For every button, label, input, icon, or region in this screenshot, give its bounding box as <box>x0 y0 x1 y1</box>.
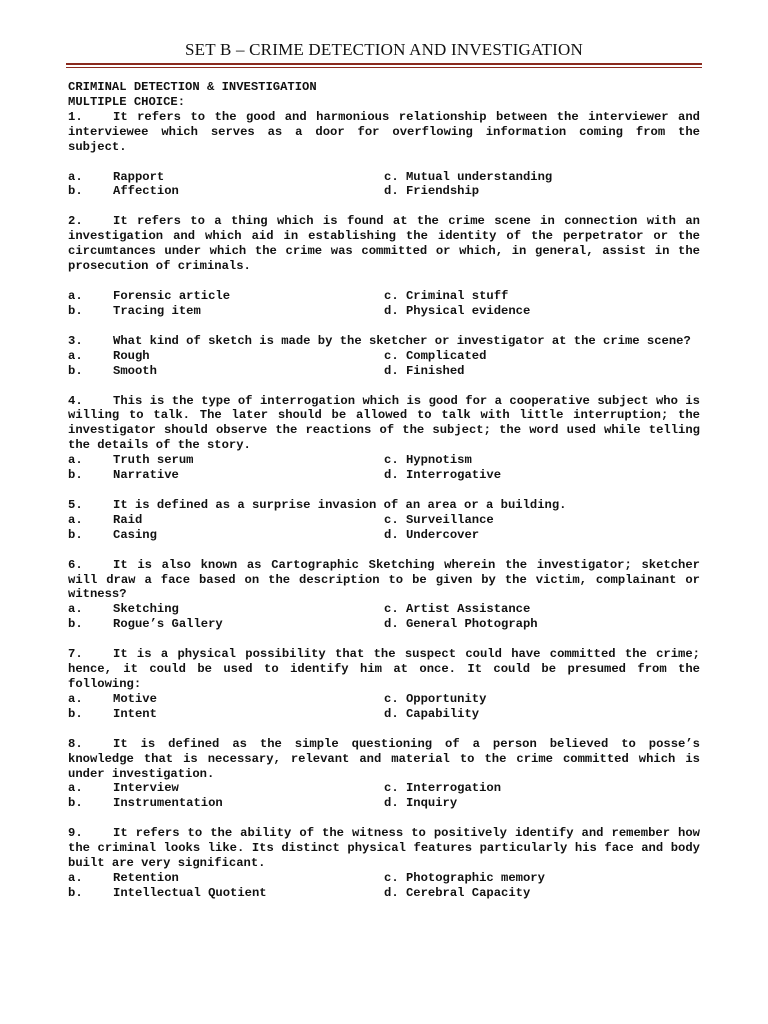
option-b: b. Intellectual Quotient <box>68 885 267 900</box>
question-number: 1. <box>68 109 83 124</box>
question-text: It refers to a thing which is found at the crime scene in connection with an investigation and which aid in establishing the identity of the perpetrator or the circumtances under which the crime was committed or which, in general, assist in the prosecution of criminals. <box>68 214 700 274</box>
option-b: b. Rogue’s Gallery <box>68 617 223 632</box>
question-block <box>68 558 700 633</box>
section-subtitle: MULTIPLE CHOICE: <box>68 94 186 109</box>
option-a: a. Forensic article <box>68 288 231 303</box>
question-number: 4. <box>68 393 83 408</box>
question-block <box>68 394 700 483</box>
question-text: It refers to the ability of the witness to positively identify and remember how the criminal looks like. Its distinct physical features particularly his face and body built are very significant. <box>68 826 700 871</box>
options <box>68 602 700 632</box>
option-d: d. Friendship <box>384 184 480 199</box>
options <box>68 289 700 319</box>
option-b: b. Narrative <box>68 468 179 483</box>
title-rule-thin <box>66 67 702 68</box>
question-number: 6. <box>68 557 83 572</box>
question-number: 2. <box>68 214 83 229</box>
options <box>68 871 700 901</box>
option-b: b. Affection <box>68 184 179 199</box>
option-b: b. Casing <box>68 527 157 542</box>
option-c: c. Surveillance <box>384 512 494 527</box>
question <box>68 110 700 155</box>
option-b: b. Tracing item <box>68 303 201 318</box>
option-c: c. Criminal stuff <box>384 288 509 303</box>
option-b: b. Smooth <box>68 363 157 378</box>
options <box>68 349 700 379</box>
option-d: d. Physical evidence <box>384 303 531 318</box>
option-a: a. Motive <box>68 691 157 706</box>
question-text: It refers to the good and harmonious relationship between the interviewer and interviewee which serves as a door for overflowing information coming from the subject. <box>68 109 700 154</box>
option-d: d. Inquiry <box>384 796 458 811</box>
option-a: a. Sketching <box>68 602 179 617</box>
option-d: d. Finished <box>384 363 465 378</box>
options <box>68 453 700 483</box>
option-d: d. Interrogative <box>384 468 502 483</box>
question <box>68 558 700 603</box>
options <box>68 170 700 200</box>
question <box>68 826 700 871</box>
question-block <box>68 826 700 901</box>
options <box>68 781 700 811</box>
document-body <box>68 80 700 901</box>
option-d: d. Capability <box>384 706 480 721</box>
question <box>68 334 700 349</box>
question-text: This is the type of interrogation which is good for a cooperative subject who is willing to talk. The later should be allowed to talk with little interruption; the investigator should observe the reactions of the subject; the word used while telling the details of the story. <box>68 393 700 453</box>
option-a: a. Raid <box>68 512 143 527</box>
option-c: c. Opportunity <box>384 691 487 706</box>
question-text: What kind of sketch is made by the sketcher or investigator at the crime scene? <box>113 333 691 348</box>
question-number: 7. <box>68 647 83 662</box>
question-block <box>68 498 700 543</box>
question-number: 9. <box>68 826 83 841</box>
option-a: a. Interview <box>68 781 179 796</box>
option-c: c. Interrogation <box>384 781 502 796</box>
question-number: 8. <box>68 736 83 751</box>
section-title: CRIMINAL DETECTION & INVESTIGATION <box>68 80 317 94</box>
options <box>68 513 700 543</box>
option-d: d. General Photograph <box>384 617 538 632</box>
question-block <box>68 647 700 722</box>
question <box>68 214 700 274</box>
question-text: It is also known as Cartographic Sketching wherein the investigator; sketcher will draw a face based on the description to be given by the victim, complainant or witness? <box>68 557 700 602</box>
question <box>68 394 700 454</box>
option-a: a. Truth serum <box>68 453 194 468</box>
option-b: b. Intent <box>68 706 157 721</box>
question-text: It is a physical possibility that the suspect could have committed the crime; hence, it could be used to identify him at once. It could be presumed from the following: <box>68 647 700 691</box>
question-block <box>68 110 700 200</box>
question <box>68 737 700 782</box>
option-c: c. Mutual understanding <box>384 169 553 184</box>
option-a: a. Retention <box>68 870 179 885</box>
question-block <box>68 334 700 379</box>
question <box>68 647 700 692</box>
options <box>68 692 700 722</box>
option-b: b. Instrumentation <box>68 796 223 811</box>
question-number: 5. <box>68 497 83 512</box>
option-c: c. Hypnotism <box>384 453 472 468</box>
question-text: It is defined as a surprise invasion of an area or a building. <box>113 497 567 512</box>
option-a: a. Rough <box>68 348 150 363</box>
question-block <box>68 737 700 812</box>
option-d: d. Undercover <box>384 527 480 542</box>
question-text: It is defined as the simple questioning of a person believed to posse’s knowledge that is necessary, relevant and material to the crime committed which is under investigation. <box>68 736 700 781</box>
question-block <box>68 214 700 318</box>
option-c: c. Complicated <box>384 348 487 363</box>
option-c: c. Artist Assistance <box>384 602 531 617</box>
page-title: SET B – CRIME DETECTION AND INVESTIGATION <box>185 40 583 59</box>
option-c: c. Photographic memory <box>384 870 545 885</box>
title-rule-thick <box>66 63 702 65</box>
option-a: a. Rapport <box>68 169 165 184</box>
question-number: 3. <box>68 333 83 348</box>
option-d: d. Cerebral Capacity <box>384 885 531 900</box>
question <box>68 498 700 513</box>
